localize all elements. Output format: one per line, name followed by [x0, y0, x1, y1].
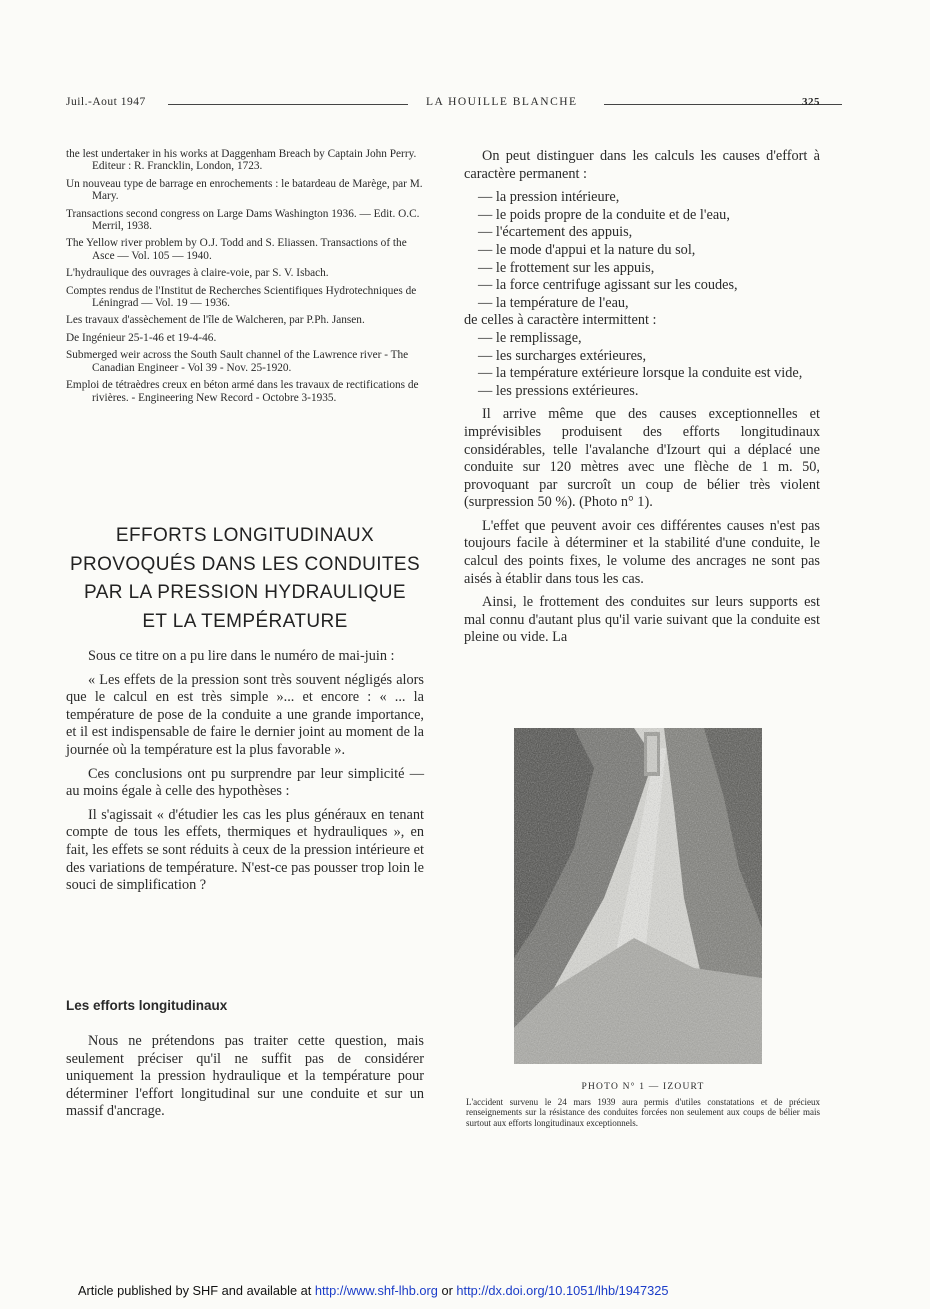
reference-item: the lest undertaker in his works at Daggenham Breach by Captain John Perry. Editeur : R. Francklin, London, 1723. [66, 148, 417, 173]
body-paragraph: L'effet que peuvent avoir ces différentes causes n'est pas toujours facile à déterminer et la stabilité d'une conduite, le calcul des points fixes, le volume des ancrages ne sont pas aisés à établir dans tous les cas. [464, 517, 820, 587]
body-paragraph: Sous ce titre on a pu lire dans le numéro de mai-juin : [88, 648, 395, 664]
right-column-body [464, 148, 820, 653]
list-item: — l'écartement des appuis, [478, 224, 633, 241]
list-item: — les pressions extérieures. [478, 382, 639, 399]
journal-title: LA HOUILLE BLANCHE [426, 96, 578, 108]
header-rule-left [168, 104, 408, 105]
list-item: — le poids propre de la conduite et de l'eau, [478, 206, 730, 223]
intermittent-causes-list [464, 330, 820, 400]
photo-image [514, 728, 762, 1064]
section-heading: Les efforts longitudinaux [66, 998, 228, 1013]
list-item: — la force centrifuge agissant sur les coudes, [478, 277, 738, 294]
caption-title: PHOTO N° 1 — IZOURT [581, 1082, 705, 1092]
reference-item: Un nouveau type de barrage en enrochements : le batardeau de Marège, par M. Mary. [66, 177, 423, 203]
body-paragraph: On peut distinguer dans les calculs les causes d'effort à caractère permanent : [464, 148, 820, 182]
doi-link[interactable]: http://dx.doi.org/10.1051/lhb/1947325 [456, 1283, 669, 1298]
reference-item: Emploi de tétraèdres creux en béton armé dans les travaux de rectifications de rivières. - Engineering New Record - Octobre 3-1935. [66, 379, 419, 404]
reference-item: Les travaux d'assèchement de l'île de Walcheren, par P.Ph. Jansen. [66, 314, 365, 327]
list-item: — le frottement sur les appuis, [478, 259, 655, 276]
header-date: Juil.-Aout 1947 [66, 96, 146, 108]
title-line: EFFORTS LONGITUDINAUX [115, 525, 375, 546]
permanent-causes-list [464, 189, 820, 312]
reference-item: De Ingénieur 25-1-46 et 19-4-46. [66, 331, 217, 344]
article-title [62, 522, 428, 636]
list-item: — la température extérieure lorsque la conduite est vide, [478, 365, 803, 382]
caption-text: L'accident survenu le 24 mars 1939 aura permis d'utiles constatations et de précieux renseignements sur la résistance des conduites forcées non seulement aux coups de bélier mais surtout aux efforts longitudinaux exceptionnels. [466, 1096, 820, 1128]
reference-item: L'hydraulique des ouvrages à claire-voie, par S. V. Isbach. [66, 267, 329, 280]
title-line: PROVOQUÉS DANS LES CONDUITES [69, 553, 421, 575]
page-number: 325 [802, 96, 820, 108]
list-item: — la température de l'eau, [478, 294, 629, 311]
references-list [66, 148, 426, 409]
body-paragraph: Il s'agissait « d'étudier les cas les plus généraux en tenant compte de tous les effets, thermiques et hydrauliques », en fait, les effets se sont réduits à ceux de la pression intérieure et des variations de température. N'est-ce pas pousser trop loin le souci de simplification ? [66, 806, 424, 894]
running-header [66, 96, 820, 114]
body-paragraph: Nous ne prétendons pas traiter cette question, mais seulement préciser qu'il ne suffit pas de considérer uniquement la pression hydraulique et la température pour déterminer l'effort longitudinal sur une conduite et sur un massif d'ancrage. [66, 1033, 424, 1120]
list-item: — la pression intérieure, [478, 189, 620, 206]
left-column-body [66, 648, 424, 901]
photo-caption [466, 1082, 820, 1128]
reference-item: The Yellow river problem by O.J. Todd and S. Eliassen. Transactions of the Asce — Vol. 105 — 1940. [66, 237, 407, 262]
publication-footer [78, 1283, 898, 1298]
body-paragraph: Il arrive même que des causes exceptionnelles et imprévisibles produisent des efforts longitudinaux considérables, telle l'avalanche d'Izourt qui a déplacé une conduite sur 120 mètres avec une flèche de 1 m. 50, provoquant par surcroît un coup de bélier très violent (surpression 50 %). (Photo n° 1). [464, 406, 820, 511]
list-item: — le mode d'appui et la nature du sol, [478, 241, 696, 258]
list-item: — le remplissage, [478, 329, 582, 346]
body-paragraph: de celles à caractère intermittent : [464, 312, 657, 329]
body-paragraph: « Les effets de la pression sont très souvent négligés alors que le calcul en est très simple »... et encore : « ... la température de pose de la conduite a une grande importance, et il est indispensable de faire le dernier joint au moment de la journée où la température est la plus favorable ». [66, 671, 424, 758]
reference-item: Transactions second congress on Large Dams Washington 1936. — Edit. O.C. Merril, 1938. [66, 207, 420, 233]
reference-item: Submerged weir across the South Sault channel of the Lawrence river - The Canadian Engineer - Vol 39 - Nov. 25-1920. [66, 349, 409, 374]
title-line: ET LA TEMPÉRATURE [142, 610, 348, 632]
body-paragraph: Ainsi, le frottement des conduites sur leurs supports est mal connu d'autant plus qu'il varie suivant que la conduite est pleine ou vide. La [464, 594, 820, 646]
list-item: — les surcharges extérieures, [478, 347, 647, 364]
reference-item: Comptes rendus de l'Institut de Recherches Scientifiques Hydrotechniques de Léningrad — Vol. 19 — 1936. [66, 284, 417, 310]
footer-text: or [437, 1283, 457, 1298]
left-column-section-body [66, 1033, 424, 1121]
body-paragraph: Ces conclusions ont pu surprendre par leur simplicité — au moins égale à celle des hypothèses : [66, 765, 424, 800]
shf-link[interactable]: http://www.shf-lhb.org [314, 1283, 438, 1298]
title-line: PAR LA PRESSION HYDRAULIQUE [84, 582, 406, 603]
footer-text: Article published by SHF and available at [78, 1283, 315, 1298]
izourt-photo [514, 728, 762, 1064]
